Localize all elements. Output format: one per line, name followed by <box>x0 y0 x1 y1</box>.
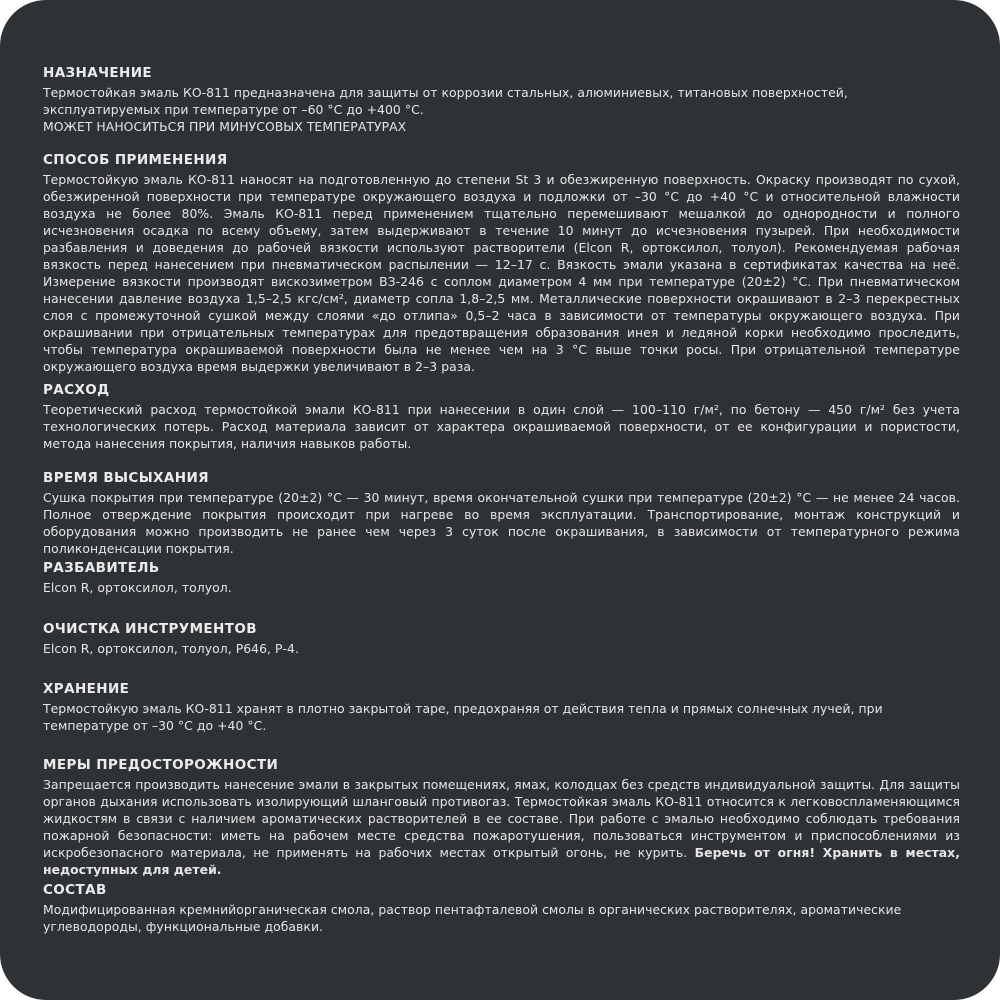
section-text: Elcon R, ортоксилол, толуол. <box>43 580 232 595</box>
section-text: Термостойкую эмаль КО-811 хранят в плотно закрытой таре, предохраняя от действия тепла и прямых солнечных лучей, при температуре от –30 °С до +40 °С. <box>43 701 883 733</box>
section-text: Модифицированная кремнийорганическая смола, раствор пентафталевой смолы в органических растворителях, ароматические углеводороды, функциональные добавки. <box>43 902 902 934</box>
section-heading: РАЗБАВИТЕЛЬ <box>43 560 160 576</box>
section-note: МОЖЕТ НАНОСИТЬСЯ ПРИ МИНУСОВЫХ ТЕМПЕРАТУРАХ <box>43 119 407 134</box>
section-heading: РАСХОД <box>43 382 110 398</box>
section-application <box>43 151 960 375</box>
section-text: Теоретический расход термостойкой эмали КО-811 при нанесении в один слой — 100–110 г/м², по бетону — 450 г/м² без учета технологических потерь. Расход материала зависит от характера окрашиваемой поверхности, от ее конфигурации и пористости, метода нанесения покрытия, наличия навыков работы. <box>43 402 960 451</box>
section-heading: СОСТАВ <box>43 882 107 898</box>
precautions-body: Запрещается производить нанесение эмали в закрытых помещениях, ямах, колодцах без средств индивидуальной защиты. Для защиты органов дыхания использовать изолирующий шланговый противогаз. Термостойкая эмаль КО-811 относится к легковоспламеняющимся жидкостям в связи с наличием ароматических растворителей в ее составе. При работе с эмалью необходимо соблюдать требования пожарной безопасности: иметь на рабочем месте средства пожаротушения, пользоваться инструментом и приспособлениями из искробезопасного материала, не применять на рабочих местах открытый огонь, не курить. <box>43 777 960 860</box>
fire-warning: Беречь от огня! Хранить в местах, недоступных для детей. <box>43 845 960 877</box>
section-heading: ВРЕМЯ ВЫСЫХАНИЯ <box>43 470 209 486</box>
section-heading: ХРАНЕНИЕ <box>43 681 130 697</box>
section-drying <box>43 469 960 557</box>
section-precautions <box>43 756 960 878</box>
section-text: Термостойкую эмаль КО-811 наносят на подготовленную до степени St 3 и обезжиренную поверхность. Окраску производят по сухой, обезжиренной поверхности при температуре окружающего воздуха и подложки от –30 °С до +40 °С и относительной влажности воздуха не более 80%. Эмаль КО-811 перед применением тщательно перемешивают мешалкой до однородности и полного исчезновения осадка по всему объему, затем выдерживают в течение 10 минут до исчезновения пузырей. При необходимости разбавления и доведения до рабочей вязкости используют растворители (Elcon R, ортоксилол, толуол). Рекомендуемая рабочая вязкость перед нанесением при пневматическом распылении — 12–17 с. Вязкость эмали указана в сертификатах качества на неё. Измерение вязкости производят вискозиметром ВЗ-246 с соплом диаметром 4 мм при температуре (20±2) °С. При пневматическом нанесении давление воздуха 1,5–2,5 кгс/см², диаметр сопла 1,8–2,5 мм. Металлические поверхности окрашивают в 2–3 перекрестных слоя с промежуточной сушкой между слоями «до отлипа» 0,5–2 часа в зависимости от температуры окружающего воздуха. При окрашивании при отрицательных температурах для предотвращения образования инея и ледяной корки необходимо проследить, чтобы температура окрашиваемой поверхности была не менее чем на 3 °С выше точки росы. При отрицательной температуре окружающего воздуха время выдержки увеличивают в 2–3 раза. <box>43 172 960 374</box>
section-heading: МЕРЫ ПРЕДОСТОРОЖНОСТИ <box>43 757 279 773</box>
section-purpose <box>43 64 960 135</box>
section-cleaning <box>43 620 960 657</box>
section-consumption <box>43 381 960 452</box>
section-heading: НАЗНАЧЕНИЕ <box>43 65 153 81</box>
section-heading: ОЧИСТКА ИНСТРУМЕНТОВ <box>43 621 257 637</box>
section-thinner <box>43 559 960 596</box>
section-text: Сушка покрытия при температуре (20±2) °С — 30 минут, время окончательной сушки при температуре (20±2) °С — не менее 24 часов. Полное отверждение покрытия происходит при нагреве во время эксплуатации. Транспортирование, монтаж конструкций и оборудования можно производить не ранее чем через 3 суток после окрашивания, в зависимости от температурного режима поликонденсации покрытия. <box>43 490 960 556</box>
section-heading: СПОСОБ ПРИМЕНЕНИЯ <box>43 152 228 168</box>
section-composition <box>43 881 960 935</box>
section-text <box>43 776 960 878</box>
section-text: Термостойкая эмаль КО-811 предназначена для защиты от коррозии стальных, алюминиевых, титановых поверхностей, эксплуатируемых при температуре от –60 °С до +400 °С. <box>43 85 848 117</box>
section-storage <box>43 680 960 734</box>
section-text: Elcon R, ортоксилол, толуол, Р646, Р-4. <box>43 641 299 656</box>
